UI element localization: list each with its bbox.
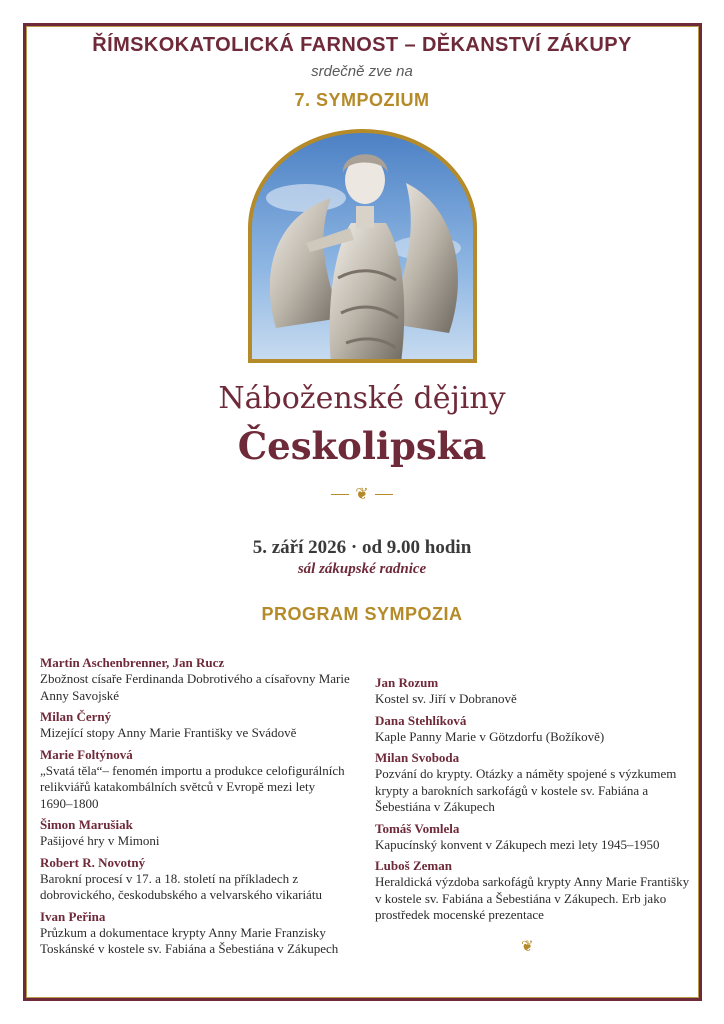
end-fleuron-icon: ❦ — [521, 937, 534, 955]
event-date: 5. září 2026 · od 9.00 hodin — [252, 537, 472, 558]
angel-statue-image — [246, 128, 479, 363]
talk-title: Mizející stopy Anny Marie Františky ve Svádově — [40, 725, 297, 740]
title-line-2: Českolipska — [237, 424, 487, 468]
program-item — [40, 655, 350, 704]
talk-title: Kostel sv. Jiří v Dobranově — [375, 691, 517, 706]
program-item — [375, 675, 690, 708]
speaker-name: Jan Rozum — [375, 675, 439, 690]
talk-title: Pašijové hry v Mimoni — [40, 833, 160, 848]
talk-title: „Svatá těla“– fenomén importu a produkce celofigurálních relikviářů katakombálních světců v Evropě mezi lety 1690–1800 — [40, 762, 345, 811]
program-column-left — [40, 655, 350, 963]
speaker-name: Dana Stehlíková — [375, 712, 467, 728]
speaker-name: Milan Svoboda — [375, 750, 460, 765]
fleuron-icon: ❦ — [355, 484, 369, 503]
program-column-right — [375, 675, 690, 929]
talk-title: Zbožnost císaře Ferdinanda Dobrotivého a císařovny Marie Anny Savojské — [40, 671, 350, 703]
talk-title: Kaple Panny Marie v Götzdorfu (Božíkově) — [375, 728, 605, 744]
talk-title: Pozvání do krypty. Otázky a náměty spojené s výzkumem krypty a barokních sarkofágů v kostele sv. Fabiána a Šebestiána v Zákupech — [375, 766, 677, 814]
speaker-name: Martin Aschenbrenner, Jan Rucz — [40, 655, 225, 670]
speaker-name: Tomáš Vomlela — [375, 820, 460, 836]
program-item — [375, 713, 690, 746]
talk-title: Barokní procesí v 17. a 18. století na příkladech z dobrovického, českodubského a velvarského vikariátu — [40, 870, 322, 902]
speaker-name: Šimon Marušiak — [40, 817, 133, 832]
program-item — [40, 909, 350, 958]
program-item — [40, 747, 350, 813]
talk-title: Kapucínský konvent v Zákupech mezi lety 1945–1950 — [375, 836, 660, 852]
event-venue: sál zákupské radnice — [297, 561, 427, 577]
program-item — [375, 821, 690, 854]
program-item — [40, 709, 350, 742]
invite-text: srdečně zve na — [311, 63, 413, 80]
talk-title: Heraldická výzdoba sarkofágů krypty Anny Marie Františky v kostele sv. Fabiána a Šebestiána v Zákupech. Erb jako prostředek mocenské prezentace — [375, 874, 690, 922]
program-heading: PROGRAM SYMPOZIA — [261, 604, 463, 624]
speaker-name: Ivan Peřina — [40, 908, 106, 924]
speaker-name: Robert R. Novotný — [40, 854, 146, 870]
organizer-heading: ŘÍMSKOKATOLICKÁ FARNOST – DĚKANSTVÍ ZÁKUPY — [92, 34, 632, 56]
event-number: 7. SYMPOZIUM — [294, 90, 430, 110]
program-item — [375, 858, 690, 924]
speaker-name: Luboš Zeman — [375, 858, 452, 873]
title-line-1: Náboženské dějiny — [218, 381, 506, 416]
program-item — [40, 855, 350, 904]
talk-title: Průzkum a dokumentace krypty Anny Marie Franzisky Toskánské v kostele sv. Fabiána a Šebestiána v Zákupech — [40, 924, 339, 956]
speaker-name: Milan Černý — [40, 709, 112, 724]
ornament-divider — [0, 484, 724, 503]
speaker-name: Marie Foltýnová — [40, 746, 133, 762]
program-item — [375, 750, 690, 816]
program-item — [40, 817, 350, 850]
